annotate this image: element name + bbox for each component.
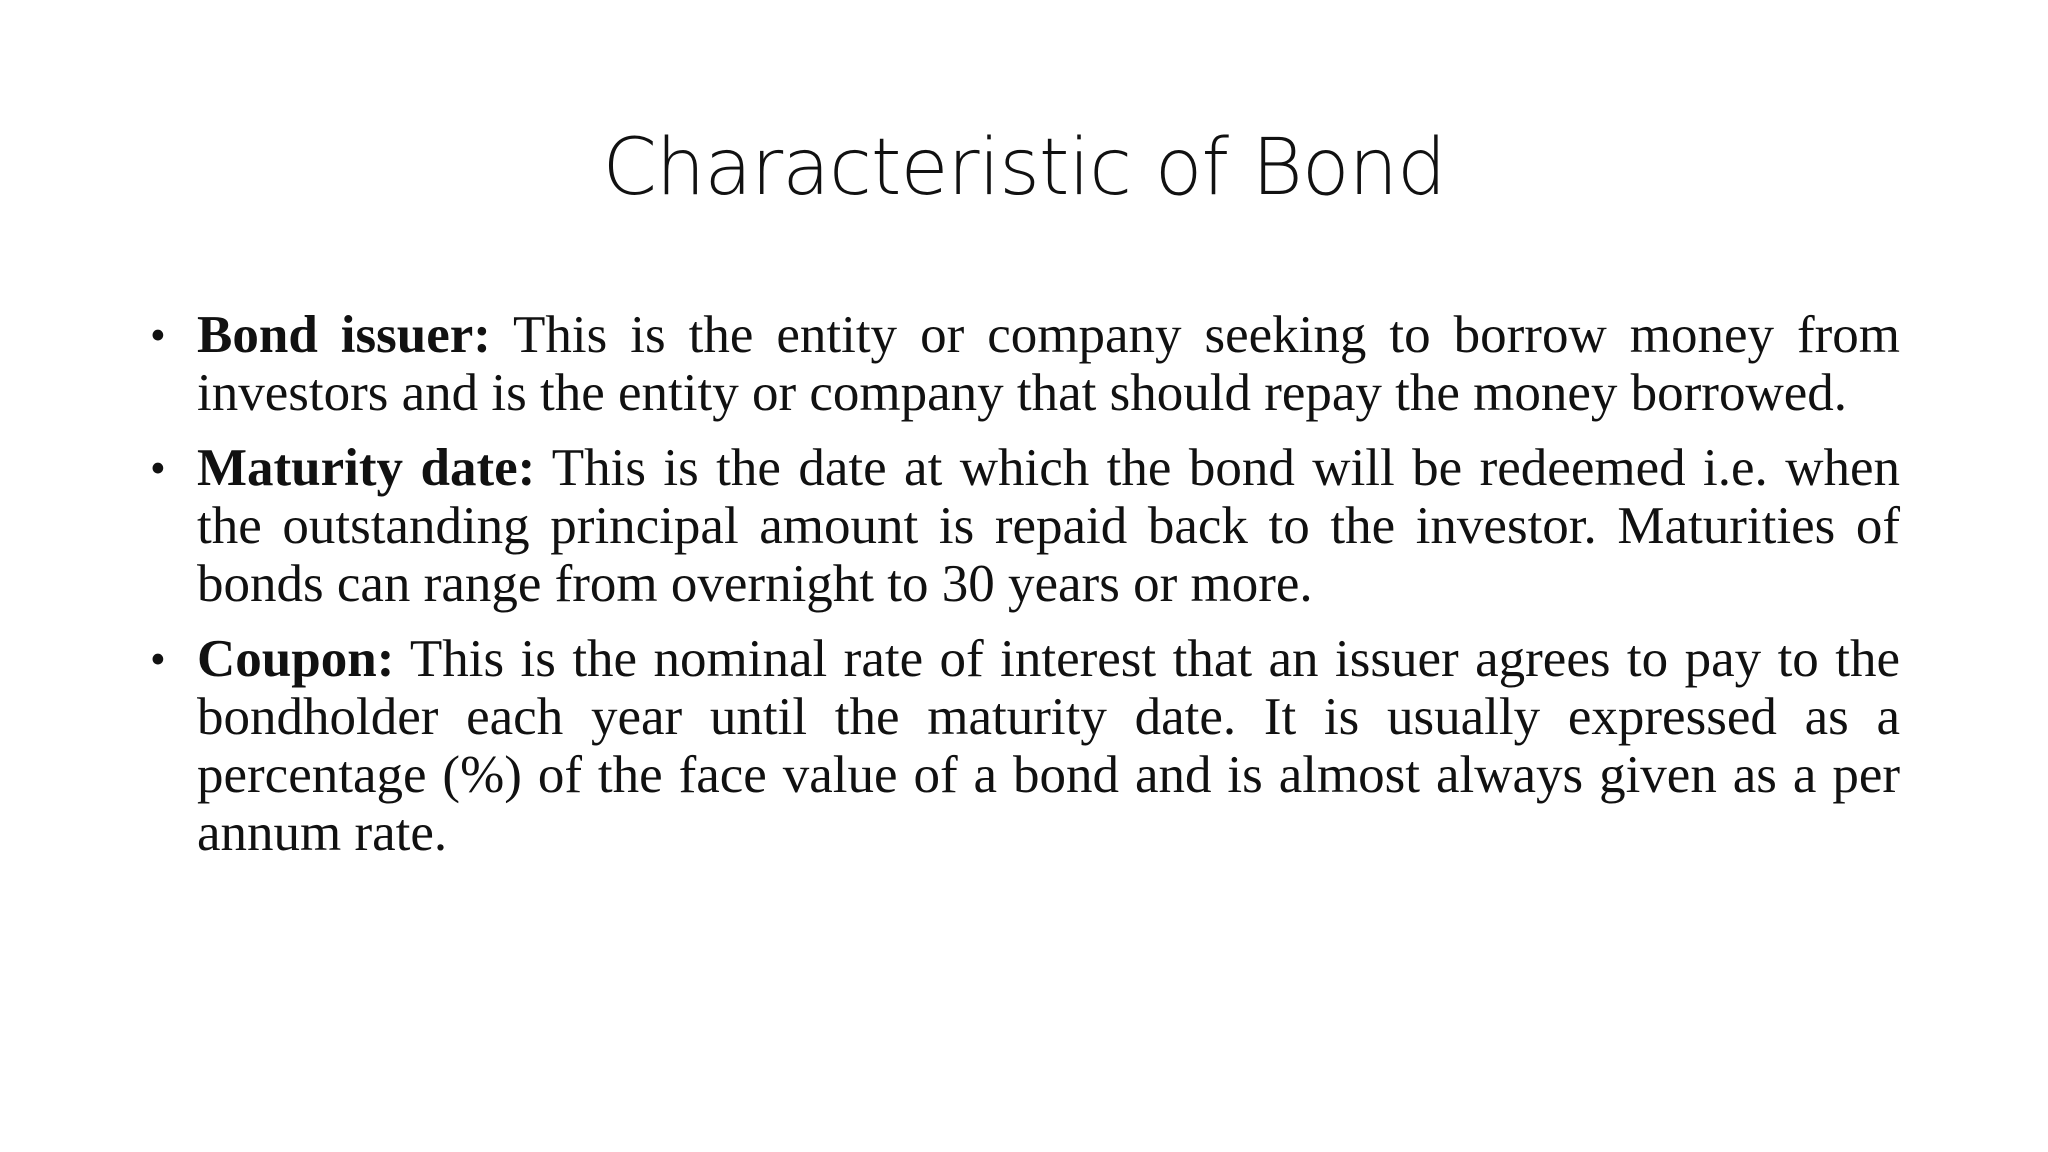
bullet-term: Coupon: (197, 630, 395, 688)
bullet-marker: • (150, 443, 166, 493)
bullet-marker: • (150, 310, 166, 360)
bullet-text: This is the date at which the bond will be redeemed i.e. when the outstanding principal amount is repaid back to the investor. Maturities of bonds can range from overnight to 30 years or more. (197, 439, 1900, 613)
bullet-term: Bond issuer: (197, 306, 491, 364)
bullet-maturity-date (150, 439, 1900, 613)
slide-title: Characteristic of Bond (602, 123, 1446, 213)
bullet-text: This is the nominal rate of interest that an issuer agrees to pay to the bondholder each year until the maturity date. It is usually expressed as a percentage (%) of the face value of a bond and is almost always given as a per annum rate. (197, 630, 1900, 862)
bullet-term: Maturity date: (197, 439, 536, 497)
bullet-coupon (150, 630, 1900, 862)
bullet-marker: • (150, 634, 166, 684)
bullet-text: This is the entity or company seeking to borrow money from investors and is the entity or company that should repay the money borrowed. (197, 306, 1900, 422)
bullet-list (150, 306, 1900, 879)
bullet-bond-issuer (150, 306, 1900, 422)
